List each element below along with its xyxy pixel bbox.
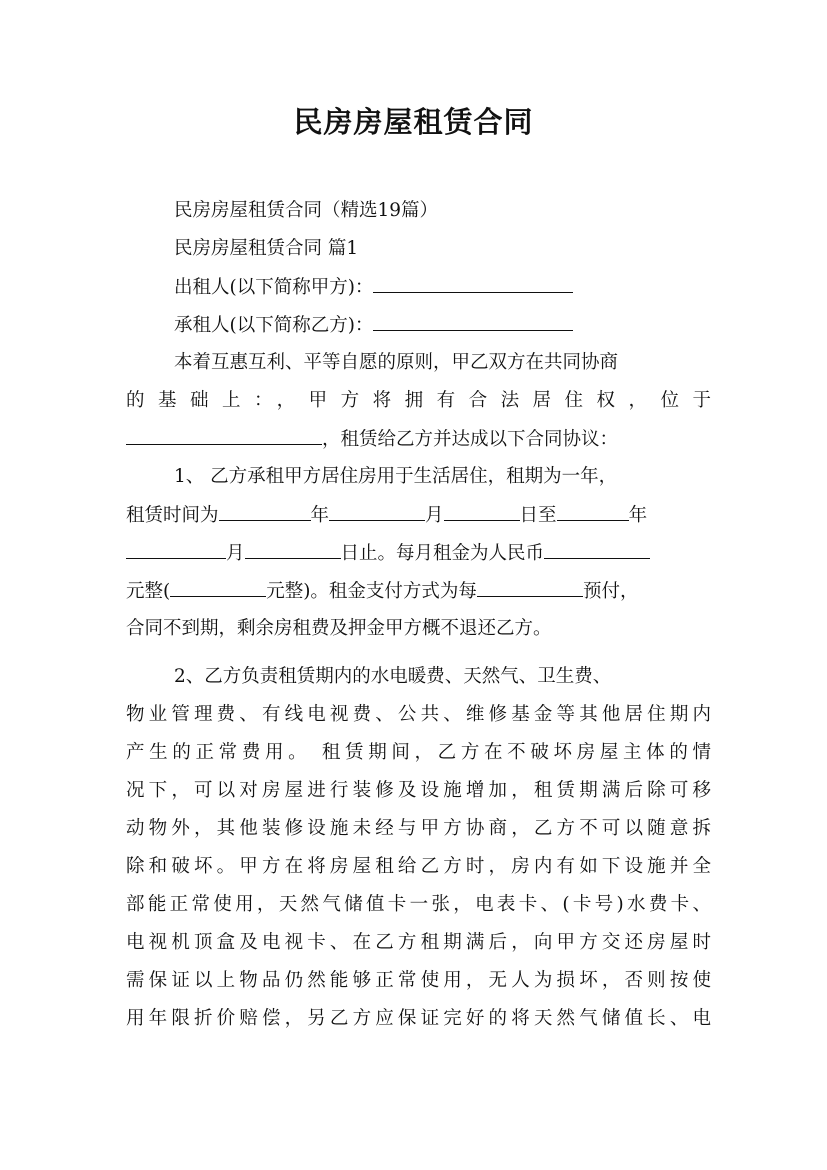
clause2-line-3: 产生的正常费用。 租赁期间，乙方在不破坏房屋主体的情 xyxy=(126,742,711,763)
rent-period-label: 租赁时间为 xyxy=(126,505,219,526)
start-day-blank xyxy=(444,496,520,521)
clause2-line-6: 除和破坏。甲方在将房屋租给乙方时，房内有如下设施并全 xyxy=(126,856,711,877)
lessor-line xyxy=(126,268,711,306)
document-subtitle: 民房房屋租赁合同（精选19篇） xyxy=(174,200,439,221)
end-month-label: 月 xyxy=(226,543,245,564)
clause1-line-1: 1、 乙方承租甲方居住房用于生活居住，租期为一年， xyxy=(174,466,618,487)
clause2-line-9: 需保证以上物品仍然能够正常使用，无人为损坏，否则按使 xyxy=(126,970,711,991)
payment-method-label: 元整)。租金支付方式为每 xyxy=(266,581,477,602)
clause2-line-5: 动物外，其他装修设施未经与甲方协商，乙方不可以随意拆 xyxy=(126,818,711,839)
intro-line-3-text: ，租赁给乙方并达成以下合同协议： xyxy=(322,429,619,450)
start-year-blank xyxy=(219,496,311,521)
end-day-blank xyxy=(245,534,341,559)
lessor-label: 出租人(以下简称甲方)： xyxy=(174,277,374,298)
clause2-line-8: 电视机顶盒及电视卡、在乙方租期满后，向甲方交还房屋时 xyxy=(126,932,711,953)
intro-line-2 xyxy=(126,382,711,420)
lessee-blank xyxy=(373,306,573,331)
lessee-line xyxy=(126,306,711,344)
payment-period-blank xyxy=(477,572,583,597)
rent-amount-blank xyxy=(544,534,650,559)
monthly-rent-label: 日止。每月租金为人民币 xyxy=(340,543,545,564)
clause1-line-2 xyxy=(126,496,711,534)
clause1-line-4 xyxy=(126,572,711,610)
clause1-line-3 xyxy=(126,534,711,572)
start-month-blank xyxy=(329,496,425,521)
intro-line-1: 本着互惠互利、平等自愿的原则，甲乙双方在共同协商 xyxy=(174,352,619,373)
prepay-label: 预付， xyxy=(582,581,639,602)
clause2-line-1: 2、乙方负责租赁期内的水电暖费、天然气、卫生费、 xyxy=(174,666,612,687)
lessor-blank xyxy=(373,268,573,293)
month-label: 月 xyxy=(425,505,444,526)
lessee-label: 承租人(以下简称乙方)： xyxy=(174,315,374,336)
day-to-label: 日至 xyxy=(519,505,557,526)
clause2-line-10: 用年限折价赔偿，另乙方应保证完好的将天然气储值长、电 xyxy=(126,1008,711,1029)
clause2-line-4: 况下，可以对房屋进行装修及设施增加，租赁期满后除可移 xyxy=(126,780,711,801)
end-month-blank xyxy=(126,534,226,559)
end-year-blank xyxy=(557,496,629,521)
location-blank xyxy=(126,420,322,445)
intro-line-3 xyxy=(126,420,711,458)
year-label: 年 xyxy=(310,505,330,526)
clause1-line-5: 合同不到期，剩余房租费及押金甲方概不退还乙方。 xyxy=(126,618,552,639)
rent-whole-label: 元整( xyxy=(126,581,171,602)
clause2-line-7: 部能正常使用，天然气储值卡一张，电表卡、(卡号)水费卡、 xyxy=(126,894,711,915)
rent-words-blank xyxy=(170,572,266,597)
document-title: 民房房屋租赁合同 xyxy=(293,105,534,139)
end-year-label: 年 xyxy=(628,505,648,526)
section-heading: 民房房屋租赁合同 篇1 xyxy=(174,238,359,259)
clause2-line-2: 物业管理费、有线电视费、公共、维修基金等其他居住期内 xyxy=(126,704,711,725)
intro-line-2-text: 的基础上：，甲方将拥有合法居住权，位于 xyxy=(126,390,711,411)
